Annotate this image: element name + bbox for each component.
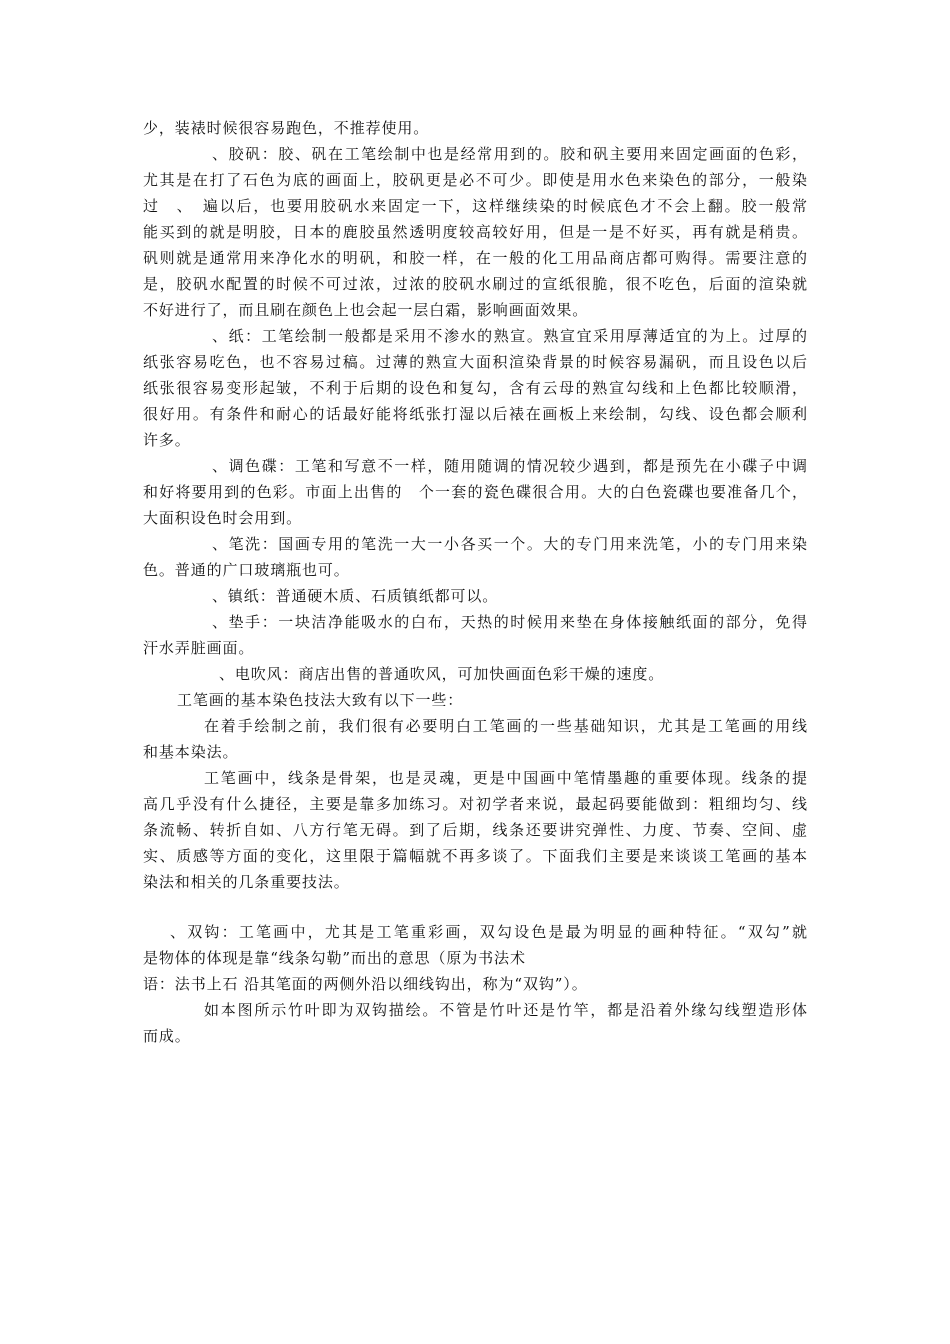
text-line: 、双钩：工笔画中，尤其是工笔重彩画，双勾设色是最为明显的画种特征。“双勾”就 [170, 923, 807, 941]
text-line: 许多。 [143, 431, 191, 449]
text-line: 是，胶矾水配置的时候不可过浓，过浓的胶矾水刷过的宣纸很脆，很不吃色，后面的渲染就 [143, 275, 807, 293]
text-line: 和好将要用到的色彩。市面上出售的 个一套的瓷色碟很合用。大的白色瓷碟也要准备几个， [143, 483, 807, 501]
text-line: 过 、 遍以后，也要用胶矾水来固定一下，这样继续染的时候底色才不会上翻。胶一般常 [143, 197, 807, 215]
text-line: 少，装裱时候很容易跑色，不推荐使用。 [143, 119, 430, 137]
text-line: 在着手绘制之前，我们很有必要明白工笔画的一些基础知识，尤其是工笔画的用线 [204, 717, 807, 735]
text-line: 尤其是在打了石色为底的画面上，胶矾更是必不可少。即使是用水色来染色的部分，一般染 [143, 171, 807, 189]
text-line: 是物体的体现是靠“线条勾勒”而出的意思（原为书法术 [143, 949, 526, 967]
text-line: 能买到的就是明胶，日本的鹿胶虽然透明度较高较好用，但是一是不好买，再有就是稍贵。 [143, 223, 807, 241]
text-line: 如本图所示竹叶即为双钩描绘。不管是竹叶还是竹竿，都是沿着外缘勾线塑造形体 [204, 1001, 807, 1019]
text-line: 工笔画中，线条是骨架，也是灵魂，更是中国画中笔情墨趣的重要体现。线条的提 [204, 769, 807, 787]
text-line: 、电吹风：商店出售的普通吹风，可加快画面色彩干燥的速度。 [219, 665, 665, 683]
text-line: 条流畅、转折自如、八方行笔无碍。到了后期，线条还要讲究弹性、力度、节奏、空间、虚 [143, 821, 807, 839]
text-line: 、纸：工笔绘制一般都是采用不渗水的熟宣。熟宣宜采用厚薄适宜的为上。过厚的 [212, 327, 807, 345]
text-line: 纸张很容易变形起皱，不利于后期的设色和复勾，含有云母的熟宣勾线和上色都比较顺滑， [143, 379, 807, 397]
text-line: 高几乎没有什么捷径，主要是靠多加练习。对初学者来说，最起码要能做到：粗细均匀、线 [143, 795, 807, 813]
text-line: 、垫手：一块洁净能吸水的白布，天热的时候用来垫在身体接触纸面的部分，免得 [212, 613, 807, 631]
text-line: 语：法书上石 沿其笔面的两侧外沿以细线钩出，称为“双钩”）。 [143, 975, 588, 993]
text-line: 而成。 [143, 1027, 191, 1045]
text-line: 、笔洗：国画专用的笔洗一大一小各买一个。大的专门用来洗笔，小的专门用来染 [212, 535, 807, 553]
text-line: 、胶矾：胶、矾在工笔绘制中也是经常用到的。胶和矾主要用来固定画面的色彩， [212, 145, 807, 163]
text-line: 、调色碟：工笔和写意不一样，随用随调的情况较少遇到，都是预先在小碟子中调 [212, 457, 807, 475]
text-line: 染法和相关的几条重要技法。 [143, 873, 350, 891]
text-line: 、镇纸：普通硬木质、石质镇纸都可以。 [212, 587, 499, 605]
text-line: 和基本染法。 [143, 743, 239, 761]
text-line: 纸张容易吃色，也不容易过稿。过薄的熟宣大面积渲染背景的时候容易漏矾，而且设色以后 [143, 353, 807, 371]
text-line: 很好用。有条件和耐心的话最好能将纸张打湿以后裱在画板上来绘制，勾线、设色都会顺利 [143, 405, 807, 423]
text-line: 大面积设色时会用到。 [143, 509, 303, 527]
text-line: 不好进行了，而且刷在颜色上也会起一层白霜，影响画面效果。 [143, 301, 589, 319]
text-line: 实、质感等方面的变化，这里限于篇幅就不再多谈了。下面我们主要是来谈谈工笔画的基本 [143, 847, 807, 865]
text-line: 工笔画的基本染色技法大致有以下一些： [177, 691, 464, 709]
text-line: 矾则就是通常用来净化水的明矾，和胶一样，在一般的化工用品商店都可购得。需要注意的 [143, 249, 807, 267]
text-line: 汗水弄脏画面。 [143, 639, 255, 657]
text-line: 色。普通的广口玻璃瓶也可。 [143, 561, 350, 579]
